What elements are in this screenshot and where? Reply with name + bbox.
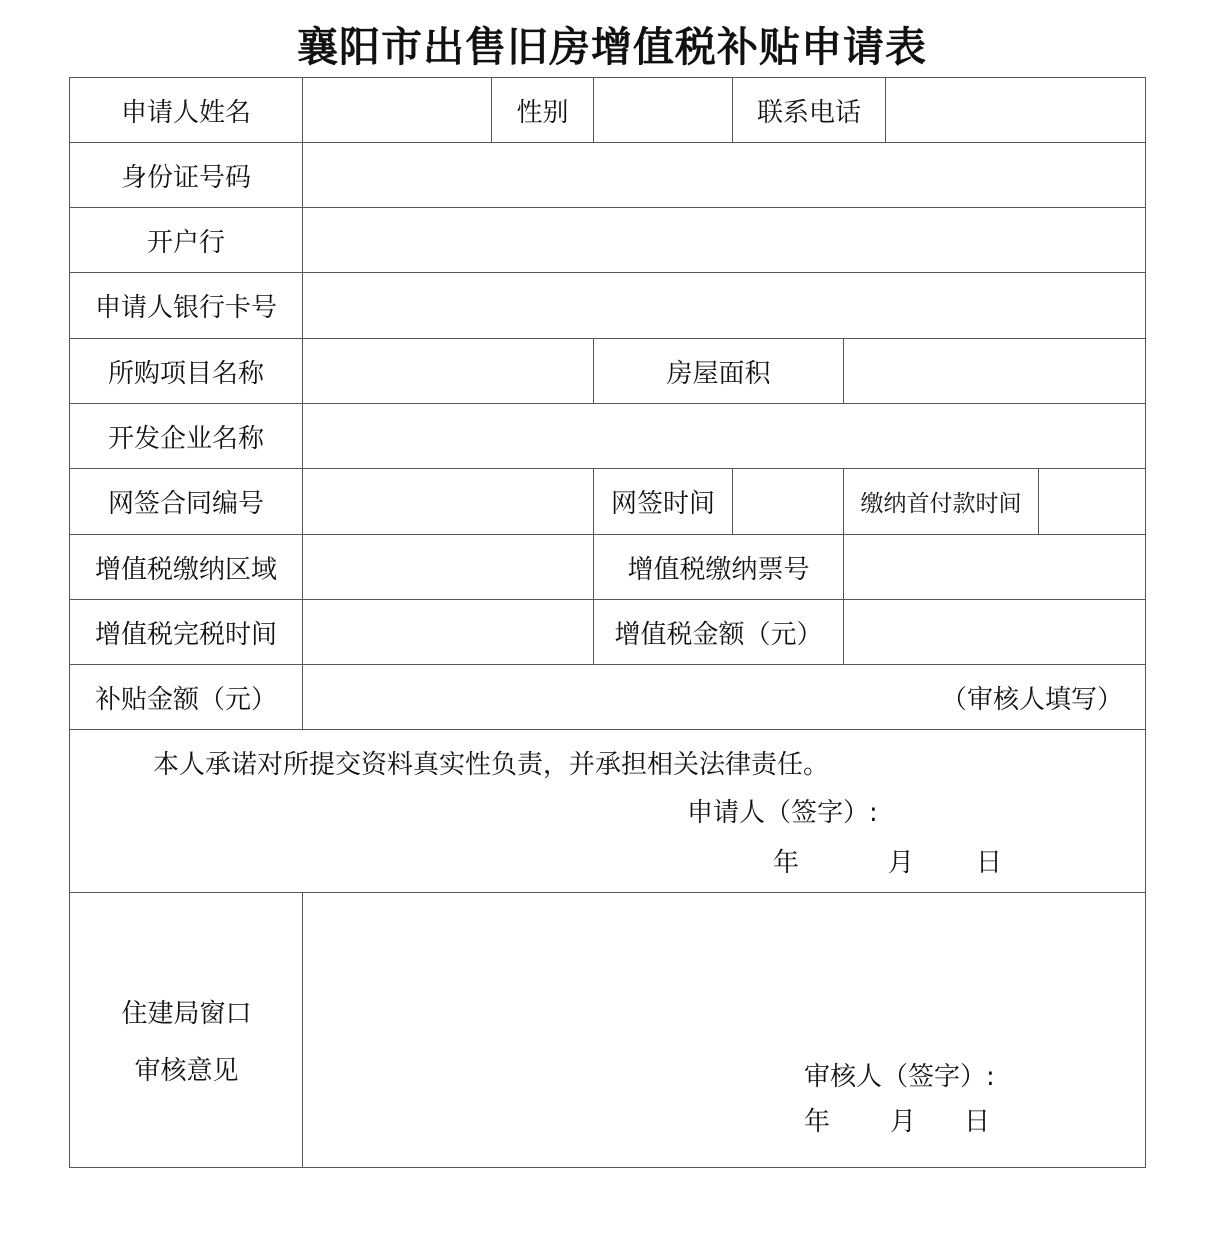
reviewer-date-year: 年 bbox=[804, 1107, 831, 1137]
sign-time-label: 网签时间 bbox=[594, 469, 733, 535]
vat-region-label: 增值税缴纳区域 bbox=[70, 535, 303, 600]
vat-ticket-label: 增值税缴纳票号 bbox=[594, 535, 844, 600]
applicant-signature-label[interactable]: 申请人（签字）: bbox=[687, 798, 878, 828]
project-name-label: 所购项目名称 bbox=[70, 339, 303, 404]
subsidy-amount-field[interactable] bbox=[303, 665, 1145, 730]
review-opinion-field[interactable] bbox=[303, 893, 1145, 1167]
bank-field[interactable] bbox=[303, 208, 1145, 273]
developer-field[interactable] bbox=[303, 404, 1145, 469]
house-area-field[interactable] bbox=[844, 339, 1145, 404]
id-number-field[interactable] bbox=[303, 143, 1145, 208]
application-form bbox=[69, 77, 1146, 1168]
vat-ticket-field[interactable] bbox=[844, 535, 1145, 600]
sign-time-field[interactable] bbox=[733, 469, 844, 535]
review-opinion-label bbox=[70, 893, 303, 1167]
applicant-date-day: 日 bbox=[976, 848, 1003, 878]
gender-field[interactable] bbox=[594, 78, 733, 143]
vat-region-field[interactable] bbox=[303, 535, 594, 600]
applicant-name-field[interactable] bbox=[303, 78, 492, 143]
declaration-statement: 本人承诺对所提交资料真实性负责，并承担相关法律责任。 bbox=[153, 750, 830, 780]
phone-field[interactable] bbox=[886, 78, 1145, 143]
bank-card-label: 申请人银行卡号 bbox=[70, 273, 303, 339]
id-number-label: 身份证号码 bbox=[70, 143, 303, 208]
form-title: 襄阳市出售旧房增值税补贴申请表 bbox=[297, 23, 927, 71]
vat-payment-time-label: 增值税完税时间 bbox=[70, 600, 303, 665]
gender-label: 性别 bbox=[492, 78, 594, 143]
review-label-line2: 审核意见 bbox=[134, 1056, 239, 1086]
reviewer-signature-label[interactable]: 审核人（签字）: bbox=[804, 1062, 995, 1092]
declaration-section bbox=[70, 730, 1145, 893]
subsidy-amount-label: 补贴金额（元） bbox=[70, 665, 303, 730]
down-payment-time-label: 缴纳首付款时间 bbox=[844, 469, 1039, 535]
vat-amount-label: 增值税金额（元） bbox=[594, 600, 844, 665]
project-name-field[interactable] bbox=[303, 339, 594, 404]
contract-number-label: 网签合同编号 bbox=[70, 469, 303, 535]
contract-number-field[interactable] bbox=[303, 469, 594, 535]
vat-amount-field[interactable] bbox=[844, 600, 1145, 665]
reviewer-date-month: 月 bbox=[890, 1107, 917, 1137]
phone-label: 联系电话 bbox=[733, 78, 886, 143]
applicant-date-year: 年 bbox=[773, 848, 800, 878]
house-area-label: 房屋面积 bbox=[594, 339, 844, 404]
reviewer-fill-note: （审核人填写） bbox=[940, 684, 1123, 715]
review-label-line1: 住建局窗口 bbox=[121, 999, 252, 1029]
reviewer-date-day: 日 bbox=[964, 1107, 991, 1137]
developer-label: 开发企业名称 bbox=[70, 404, 303, 469]
applicant-date-month: 月 bbox=[888, 848, 915, 878]
bank-card-field[interactable] bbox=[303, 273, 1145, 339]
down-payment-time-field[interactable] bbox=[1039, 469, 1145, 535]
applicant-name-label: 申请人姓名 bbox=[70, 78, 303, 143]
vat-payment-time-field[interactable] bbox=[303, 600, 594, 665]
bank-label: 开户行 bbox=[70, 208, 303, 273]
